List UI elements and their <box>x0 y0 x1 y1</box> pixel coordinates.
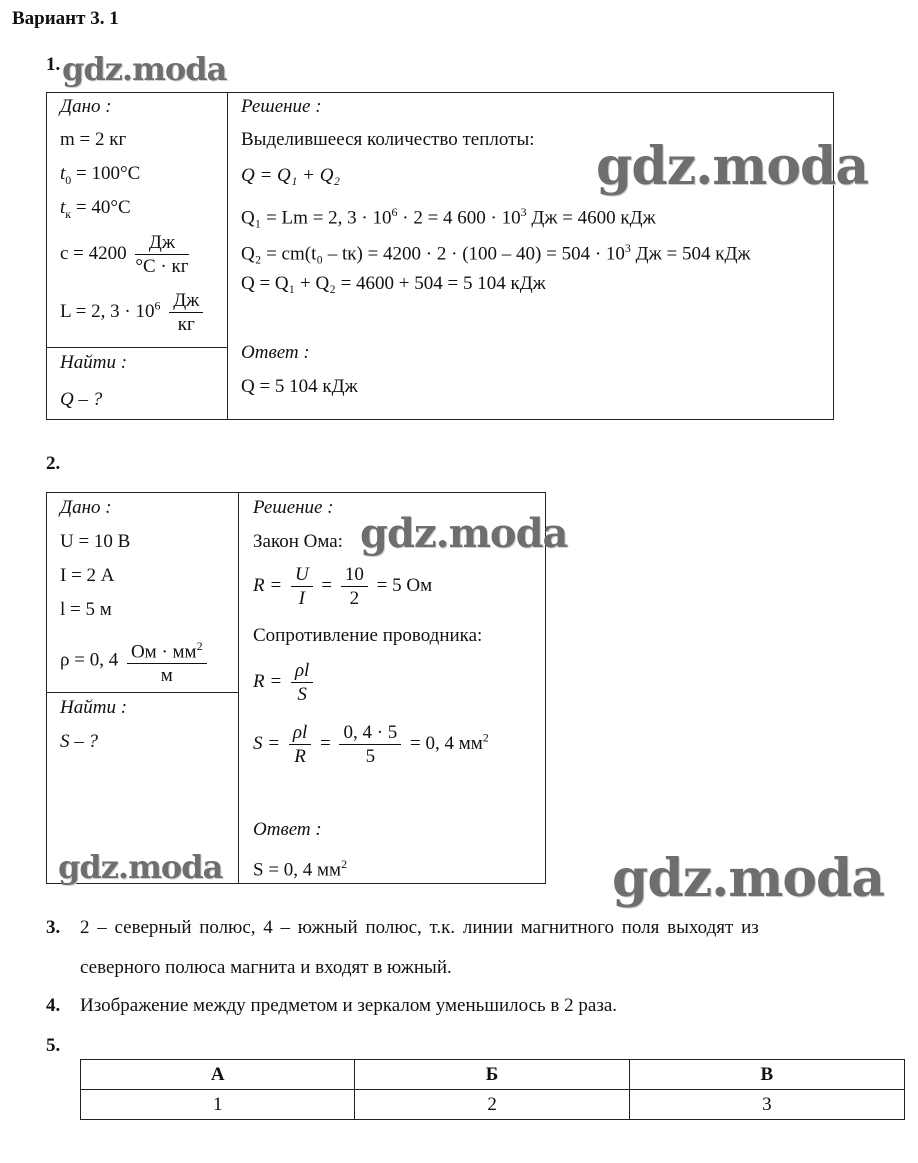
given-voltage: U = 10 В <box>60 531 131 552</box>
problem-1-given-label: Дано : <box>60 96 112 117</box>
problem-4-number: 4. <box>46 995 61 1016</box>
given-t0: $t_0 = 100^\circ С$ <box>60 163 141 187</box>
watermark-logo: gdz.moda <box>62 50 227 88</box>
table-cell-a: 1 <box>81 1090 355 1120</box>
solution-1-line-1: Выделившееся количество теплоты: <box>241 129 535 150</box>
ohm-law-label: Закон Ома: <box>253 531 343 552</box>
given-c: c = 4200 $\frac{Дж}{^\circ С \cdot кг}$ <box>60 232 189 277</box>
area-formula: S = $\frac{\rho l}{R}$ = $\frac{0, 4 \cdot 5}{5}$ = 0, 4 $мм^2$ <box>253 722 489 767</box>
problem-3-number: 3. <box>46 917 61 938</box>
problem-1-find: Q – ? <box>60 389 103 410</box>
table-cell-v: 3 <box>629 1090 904 1120</box>
given-resistivity: ρ = 0, 4 $\frac{Ом \cdot мм^2}{м}$ <box>60 636 211 686</box>
given-current: I = 2 А <box>60 565 115 586</box>
given-tk: $t_к = 40^\circ С$ <box>60 197 131 221</box>
given-length: l = 5 м <box>60 599 112 620</box>
problem-5-number: 5. <box>46 1035 61 1056</box>
problem-2-given-label: Дано : <box>60 497 112 518</box>
problem-5-table <box>80 1059 905 1120</box>
problem-3-line-1: 2 – северный полюс, 4 – южный полюс, т.к. линии магнитного поля выходят из <box>80 917 759 938</box>
resistance-label: Сопротивление проводника: <box>253 625 483 646</box>
table-header-v: В <box>629 1060 904 1090</box>
resistance-formula: R = $\frac{\rho l}{S}$ <box>253 660 317 705</box>
problem-1-number: 1. <box>46 54 61 75</box>
watermark-logo: gdz.moda <box>360 510 568 557</box>
problem-2-number: 2. <box>46 453 61 474</box>
problem-2-answer-label: Ответ : <box>253 819 322 840</box>
table-header-a: А <box>81 1060 355 1090</box>
given-mass: m = 2 кг <box>60 129 127 150</box>
solution-1-line-4: $Q_2 = cm(t_0 - tк) = 4200 \cdot 2 \cdot (100 - 40) = 504 \cdot 10^3$ Дж = 504 кДж <box>241 241 751 265</box>
problem-2-solution-label: Решение : <box>253 497 334 518</box>
table-cell-b: 2 <box>355 1090 629 1120</box>
problem-4-text: Изображение между предметом и зеркалом уменьшилось в 2 раза. <box>80 995 618 1016</box>
problem-1-answer-label: Ответ : <box>241 342 310 363</box>
watermark-logo: gdz.moda <box>596 136 869 197</box>
problem-2-find: S – ? <box>60 731 98 752</box>
problem-1-solution-label: Решение : <box>241 96 322 117</box>
problem-1-answer: Q = 5 104 кДж <box>241 376 358 397</box>
watermark-logo: gdz.moda <box>58 848 223 886</box>
given-L: L = 2, $3 \cdot 10^6$ $\frac{Дж}{кг}$ <box>60 290 207 335</box>
problem-2-answer: S = 0, 4 $мм^2$ <box>253 857 348 881</box>
problem-1-find-label: Найти : <box>60 352 128 373</box>
problem-3-line-2: северного полюса магнита и входят в южный. <box>80 957 452 978</box>
table-header-b: Б <box>355 1060 629 1090</box>
solution-1-line-2: Q = Q₁ + Q₂ <box>241 165 341 186</box>
watermark-logo: gdz.moda <box>612 848 885 909</box>
variant-title: Вариант 3. 1 <box>12 8 119 29</box>
solution-1-line-5: Q = Q₁ + Q₂ = 4600 + 504 = 5 104 кДж <box>241 273 546 294</box>
problem-2-find-label: Найти : <box>60 697 128 718</box>
solution-1-line-3: Q₁ = Lm = 2, $3 \cdot 10^6 \cdot 2 = 4$ $600 \cdot 10^3$ Дж = 4600 кДж <box>241 205 656 229</box>
ohm-law-formula: R = $\frac{U}{I}$ = $\frac{10}{2}$ = 5 Ом <box>253 564 433 609</box>
